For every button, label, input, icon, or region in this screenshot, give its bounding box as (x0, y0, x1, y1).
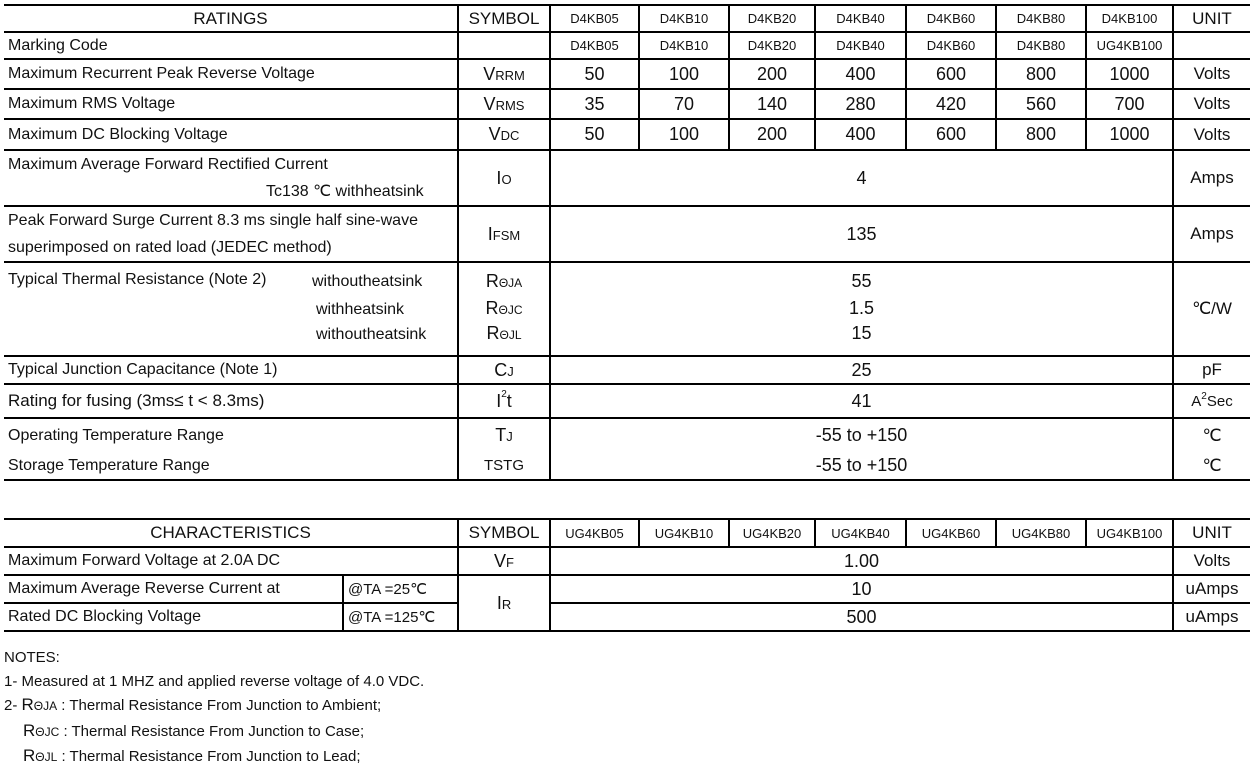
value-cell: 50 (550, 119, 639, 150)
ratings-header: RATINGS (193, 8, 268, 28)
value-cell: 600 (906, 59, 996, 89)
chars-header-row (4, 519, 1250, 547)
part-header: UG4KB100 (1086, 519, 1173, 547)
unit-cell: Volts (1173, 119, 1250, 150)
note-2: 2- RΘJA : Thermal Resistance From Junction to Ambient; (4, 695, 382, 714)
value-cell: 35 (550, 89, 639, 119)
symbol-cell: IO (458, 150, 550, 206)
fusing-row (4, 384, 1250, 418)
value-cell: 500 (550, 603, 1173, 631)
vdc-row (4, 119, 1250, 150)
value-cell: 70 (639, 89, 729, 119)
condition-cell: @TA =25℃ (343, 575, 458, 603)
symbol-cell (458, 32, 550, 59)
row-label: Peak Forward Surge Current 8.3 ms single half sine-wave superimposed on rated load (JEDEC method) (8, 212, 418, 256)
value-cell: 100 (639, 119, 729, 150)
marking-code: D4KB05 (550, 32, 639, 59)
row-label: Maximum Average Forward Rectified Current Tc138 ℃ withheatsink (8, 156, 424, 200)
thermal-row (4, 262, 1250, 356)
symbol-header: SYMBOL (458, 519, 550, 547)
unit-cell: ℃ (1173, 452, 1250, 480)
ifsm-row (4, 206, 1250, 262)
vf-row (4, 547, 1250, 575)
characteristics-table (4, 518, 1250, 632)
part-header: UG4KB40 (815, 519, 906, 547)
value-cell: 420 (906, 89, 996, 119)
value-cell: 140 (729, 89, 815, 119)
thermal-cond: withheatsink (316, 301, 405, 318)
unit-cell: Volts (1173, 547, 1250, 575)
part-header: D4KB20 (729, 5, 815, 32)
unit-cell: uAmps (1173, 603, 1250, 631)
row-label: Maximum RMS Voltage (8, 95, 176, 112)
symbol-cell: IFSM (458, 206, 550, 262)
value-cell: 4 (550, 150, 1173, 206)
value-cell: 55 1.5 15 (550, 262, 1173, 356)
vrms-row (4, 89, 1250, 119)
row-label: Maximum Forward Voltage at 2.0A DC (8, 552, 281, 569)
part-header: D4KB05 (550, 5, 639, 32)
row-label: Marking Code (8, 36, 108, 54)
note-2b: RΘJC : Thermal Resistance From Junction to Case; (23, 720, 365, 740)
row-label: Rated DC Blocking Voltage (8, 608, 201, 625)
symbol-cell: VRMS (458, 89, 550, 119)
unit-header: UNIT (1173, 519, 1250, 547)
notes-section (4, 646, 424, 770)
marking-code: D4KB40 (815, 32, 906, 59)
value-cell: 200 (729, 119, 815, 150)
condition-cell: @TA =125℃ (343, 603, 458, 631)
marking-row (4, 32, 1250, 59)
symbol-cell: VF (458, 547, 550, 575)
value-cell: 1000 (1086, 59, 1173, 89)
value-cell: 10 (550, 575, 1173, 603)
value-cell: 700 (1086, 89, 1173, 119)
part-header: D4KB80 (996, 5, 1086, 32)
unit-header: UNIT (1173, 5, 1250, 32)
part-header: UG4KB60 (906, 519, 996, 547)
unit-cell: pF (1173, 356, 1250, 384)
value-cell: 600 (906, 119, 996, 150)
marking-code: D4KB20 (729, 32, 815, 59)
value-cell: 1000 (1086, 119, 1173, 150)
ratings-table (4, 4, 1250, 481)
unit-cell: Volts (1173, 89, 1250, 119)
part-header: D4KB100 (1086, 5, 1173, 32)
marking-code: D4KB80 (996, 32, 1086, 59)
part-header: UG4KB20 (729, 519, 815, 547)
unit-cell: ℃/W (1173, 262, 1250, 356)
row-label: Typical Junction Capacitance (Note 1) (8, 361, 278, 378)
ir-row-2 (4, 603, 1250, 631)
value-cell: 800 (996, 119, 1086, 150)
value-cell: 41 (550, 384, 1173, 418)
value-cell: 400 (815, 59, 906, 89)
marking-code: D4KB60 (906, 32, 996, 59)
symbol-cell: CJ (458, 356, 550, 384)
part-header: D4KB40 (815, 5, 906, 32)
symbol-cell: RΘJA RΘJC RΘJL (458, 262, 550, 356)
part-header: D4KB60 (906, 5, 996, 32)
value-cell: 280 (815, 89, 906, 119)
row-label: Maximum Recurrent Peak Reverse Voltage (8, 65, 315, 82)
value-cell: 560 (996, 89, 1086, 119)
part-header: UG4KB10 (639, 519, 729, 547)
part-header: UG4KB05 (550, 519, 639, 547)
row-label: Typical Thermal Resistance (Note 2) withoutheatsink withheatsink withoutheatsink (8, 271, 427, 343)
symbol-cell: $I^2t$ (458, 384, 550, 418)
value-cell: 50 (550, 59, 639, 89)
symbol-cell: TSTG (458, 452, 550, 480)
value-cell: 135 (550, 206, 1173, 262)
notes-title: NOTES: (4, 649, 60, 666)
part-header: UG4KB80 (996, 519, 1086, 547)
unit-cell: Amps (1173, 150, 1250, 206)
symbol-cell: VDC (458, 119, 550, 150)
unit-cell: Amps (1173, 206, 1250, 262)
marking-code: UG4KB100 (1086, 32, 1173, 59)
row-label: Maximum DC Blocking Voltage (8, 125, 228, 143)
cj-row (4, 356, 1250, 384)
unit-cell: ℃ (1173, 418, 1250, 452)
tj-row (4, 418, 1250, 452)
symbol-cell: IR (458, 575, 550, 631)
value-cell: -55 to +150 (550, 418, 1173, 452)
value-cell: 400 (815, 119, 906, 150)
thermal-cond: withoutheatsink (316, 326, 427, 343)
note-2c: RΘJL : Thermal Resistance From Junction to Lead; (23, 746, 361, 765)
part-header: D4KB10 (639, 5, 729, 32)
row-label: Storage Temperature Range (8, 456, 210, 474)
unit-cell: $A^2Sec$ (1173, 384, 1250, 418)
value-cell: 200 (729, 59, 815, 89)
row-label: Operating Temperature Range (8, 426, 224, 444)
ir-row-1 (4, 575, 1250, 603)
thermal-cond: withoutheatsink (312, 273, 423, 290)
ratings-header-row (4, 5, 1250, 32)
unit-cell (1173, 32, 1250, 59)
marking-code: D4KB10 (639, 32, 729, 59)
value-cell: 800 (996, 59, 1086, 89)
symbol-cell: TJ (458, 418, 550, 452)
value-cell: 1.00 (550, 547, 1173, 575)
symbol-header: SYMBOL (458, 5, 550, 32)
value-cell: -55 to +150 (550, 452, 1173, 480)
row-label: Maximum Average Reverse Current at (8, 580, 280, 597)
io-row (4, 150, 1250, 206)
note-1: 1- Measured at 1 MHZ and applied reverse voltage of 4.0 VDC. (4, 672, 425, 690)
chars-header: CHARACTERISTICS (150, 523, 311, 542)
value-cell: 25 (550, 356, 1173, 384)
symbol-cell: VRRM (458, 59, 550, 89)
unit-cell: Volts (1173, 59, 1250, 89)
tstg-row (4, 452, 1250, 480)
unit-cell: uAmps (1173, 575, 1250, 603)
row-label: Rating for fusing (3ms≤ t < 8.3ms) (8, 391, 265, 410)
value-cell: 100 (639, 59, 729, 89)
vrrm-row (4, 59, 1250, 89)
